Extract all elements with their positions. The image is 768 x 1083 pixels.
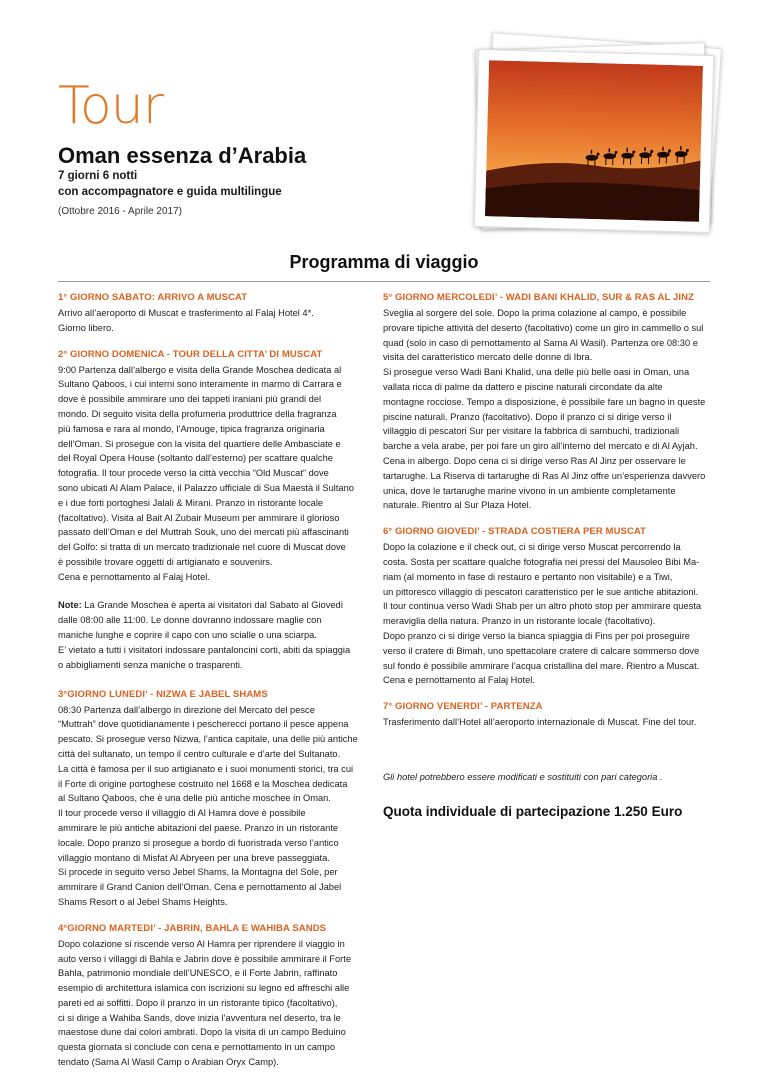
tour-title: Oman essenza d’Arabia [58, 143, 307, 168]
day-description: Dopo colazione si riscende verso Al Hamra per riprendere il viaggio in auto verso i villaggi di Bahla e Jabrin dove è possibile ammirare il Forte Bahla, patrimonio mondiale dell’UNESCO, e il Forte Jabrin, raffinato esempio di architettura islamica con iscrizioni su legno ed affreschi alle pareti ed ai soffitti. Dopo il pranzo in un ristorante tipico (facoltativo), ci si dirige a Wahiba Sands, dove inizia l’avventura nel deserto, tra le maestose dune dai colori ambrati. Dopo la visita di un campo Beduino questa giornata si conclude con cena e pernottamento in un campo tendato (Sama Al Wasil Camp o Arabian Oryx Camp). [58, 938, 351, 1068]
day-description: Dopo la colazione e il check out, ci si dirige verso Muscat percorrendo la costa. Sosta per scattare qualche fotografia nei pressi del Mausoleo Bibi Ma- riam (al momento in fase di restauro e pertanto non visitabile) e a Tiwi, un pittoresco villaggio di pescatori caratteristico per le sue antiche abitazioni. Il tour continua verso Wadi Shab per un altro photo stop per ammirare questa meraviglia della natura. Pranzo in un ristorante locale (facoltativo). Dopo pranzo ci si dirige verso la bianca spiaggia di Fins per poi proseguire verso il cratere di Bimah, uno spettacolare cratere di calcare sommerso dove sul fondo è possibile ammirare l’acqua cristallina del mare. Rientro a Muscat. Cena e pernottamento al Falaj Hotel. [383, 542, 701, 686]
section-divider [58, 281, 710, 282]
day-description: 08:30 Partenza dall’albergo in direzione del Mercato del pesce “Muttrah” dove quotidianamente i pescherecci portano il pesce appena pescato. Si prosegue verso Nizwa, l’antica capitale, una delle più antiche città del sultanato, un tempo il centro culturale e d’arte del Sultanato. La città è famosa per il suo artigianato e i suoi monumenti storici, tra cui il Forte di origine portoghese costruito nel 1668 e la Moschea dedicata al Sultano Qaboos, che è una delle più antiche moschee in Oman. Il tour procede verso il villaggio di Al Hamra dove è possibile ammirare le più antiche abitazioni del paese. Pranzo in un ristorante locale. Dopo pranzo si prosegue a bordo di fuoristrada verso l’antico villaggio montano di Misfat Al Abryeen per una breve passeggiata. Si procede in seguito verso Jebel Shams, la Montagna del Sole, per ammirare il Grand Canion dell’Oman. Cena e pernottamento al Jabel Shams Resort o al Jebel Shams Heights. [58, 704, 358, 907]
photo-stack [468, 38, 728, 238]
day-title: 7° GIORNO VENERDI’ - PARTENZA [383, 701, 543, 713]
day-description: 9:00 Partenza dall’albergo e visita della Grande Moschea dedicata al Sultano Qaboos, i cui interni sono interamente in marmo di Carrara e dove è possibile ammirare uno dei tappeti iraniani più grandi del mondo. Di seguito visita della profumeria produttrice della fragranza più famosa e rara al mondo, l’Amouge, tipica fragranza originaria dell’Oman. Si prosegue con la visita del quartiere delle Ambasciate e del Royal Opera House (soltanto dall’esterno) per scattare qualche fotografia. Il tour procede verso la città vecchia “Old Muscat” dove sono ubicati Al Alam Palace, il Palazzo ufficiale di Sua Maestà il Sultano e i due forti portoghesi Jalali & Mirani. Pranzo in ristorante locale (facoltativo). Visita al Bait Al Zubair Museum per ammirare il glorioso passato dell’Oman e del Muttrah Souk, uno dei mercati più affascinanti del Golfo: si tratta di un mercato tradizionale nel cuore di Muscat dove è possibile trovare oggetti di artigianato e souvenirs. Cena e pernottamento al Falaj Hotel. [58, 364, 354, 582]
day-title: 4°GIORNO MARTEDI’ - JABRIN, BAHLA E WAHIBA SANDS [58, 922, 327, 934]
day-description: Sveglia al sorgere del sole. Dopo la prima colazione al campo, è possibile provare tipiche attività del deserto (facoltativo) come un giro in cammello o sul quad (solo in caso di pernottamento al Sama Al Wasil). Partenza ore 08:30 e visita del caratteristico mercato delle donne di Ibra. Si prosegue verso Wadi Bani Khalid, una delle più belle oasi in Oman, una vallata ricca di palme da dattero e piscine naturali circondate da alte montagne rocciose. Tempo a disposizione, è possibile fare un bagno in queste piscine naturali. Pranzo (facoltativo). Dopo il pranzo ci si dirige verso il villaggio di pescatori Sur per visitare la fabbrica di sambuchi, tradizionali barche a vela arabe, per poi fare un giro all’interno del mercato e di Al Ayjah. Cena in albergo. Dopo cena ci si dirige verso Ras Al Jinz per osservare le tartarughe. La Riserva di tartarughe di Ras Al Jinz offre un’esperienza davvero unica, dove le tartarughe marine vivono in un ambiente completamente naturale. Rientro al Sur Plaza Hotel. [383, 308, 706, 511]
tour-word: Tour [58, 76, 164, 136]
day-title: 5° GIORNO MERCOLEDI’ - WADI BANI KHALID, SUR & RAS AL JINZ [383, 292, 694, 303]
day-description: Arrivo all’aeroporto di Muscat e trasferimento al Falaj Hotel 4*. Giorno libero. [58, 308, 314, 333]
day-7 [383, 701, 713, 730]
day-4 [58, 923, 358, 1070]
note-label: Note: [58, 599, 82, 610]
tour-guide-info: con accompagnatore e guida multilingue [58, 186, 282, 198]
price-line: Quota individuale di partecipazione 1.250 Euro [383, 803, 683, 819]
day-title: 3°GIORNO LUNEDI’ - NIZWA E JABEL SHAMS [58, 688, 268, 700]
day-title: 6° GIORNO GIOVEDI’ - STRADA COSTIERA PER MUSCAT [383, 526, 647, 538]
day-title: 2° GIORNO DOMENICA - TOUR DELLA CITTA’ DI MUSCAT [58, 348, 323, 360]
day-3 [58, 689, 358, 910]
mosque-note [58, 598, 358, 673]
day-1 [58, 292, 358, 336]
day-6 [383, 526, 713, 688]
day-5 [383, 292, 713, 513]
hotel-disclaimer: Gli hotel potrebbero essere modificati e sostituiti con pari categoria . [383, 771, 663, 782]
right-column [383, 292, 713, 819]
section-title: Programma di viaggio [289, 252, 479, 272]
day-2 [58, 349, 358, 585]
tour-duration: 7 giorni 6 notti [58, 170, 138, 182]
day-description: Trasferimento dall’Hotel all’aeroporto internazionale di Muscat. Fine del tour. [383, 717, 697, 728]
photo-frame-front [474, 49, 715, 233]
desert-camel-caravan-photo [485, 60, 703, 222]
day-title: 1° GIORNO SABATO: ARRIVO A MUSCAT [58, 292, 248, 303]
note-text: La Grande Moschea è aperta ai visitatori dal Sabato al Giovedì dalle 08:00 alle 11:00. Le donne dovranno indossare maglie con maniche lunghe e coprire il capo con uno scialle o una sciarpa. E’ vietato a tutti i visitatori indossare pantaloncini corti, abiti da spiaggia o abbigliamenti senza maniche o trasparenti. [58, 599, 351, 670]
tour-dates: (Ottobre 2016 - Aprile 2017) [58, 206, 182, 217]
left-column [58, 292, 358, 1083]
